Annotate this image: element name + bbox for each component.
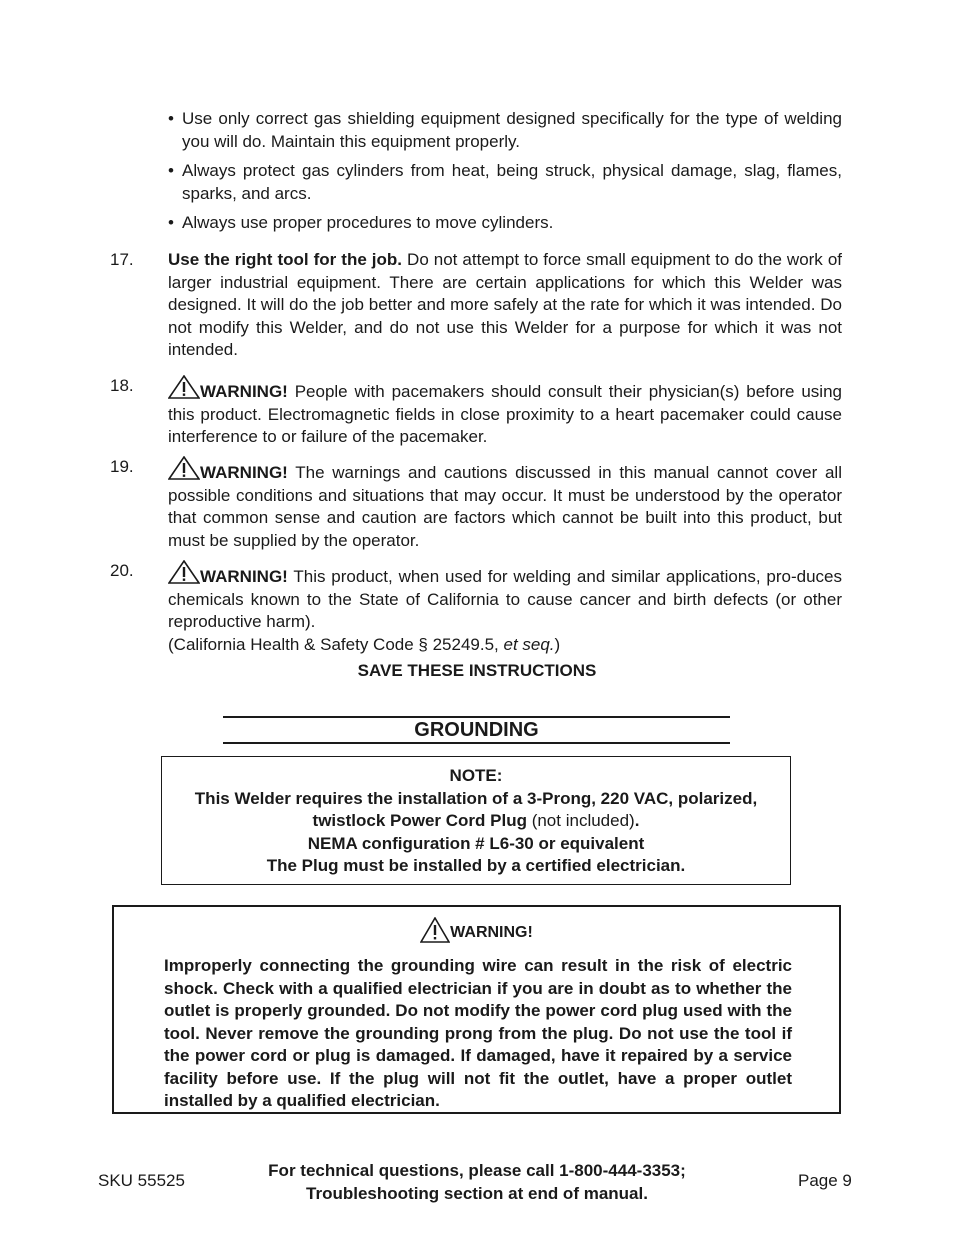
note-line-2-normal: (not included) [526, 811, 635, 830]
grounding-title: GROUNDING [414, 719, 539, 741]
note-box [161, 756, 791, 885]
note-line-2-end: . [634, 811, 640, 830]
grounding-heading-rules [223, 716, 730, 744]
warning-label: WARNING! [200, 463, 288, 482]
list-item-18 [110, 375, 842, 449]
code-italic: et seq. [503, 634, 555, 654]
item-text: The warnings and cautions discussed in this manual cannot cover all possible conditions and situations that may occur. It must be understood by the operator that common sense and caution are factors which cannot be built into this product, but must be supplied by the operator. [168, 463, 842, 550]
list-item-17 [110, 249, 842, 362]
bullet-text: Always use proper procedures to move cylinders. [182, 213, 554, 232]
bullet-dot: • [168, 161, 174, 180]
warning-triangle-icon [168, 456, 200, 480]
code-suffix: ) [554, 634, 561, 654]
warning-box-label: WARNING! [450, 924, 533, 941]
item-number: 17. [110, 250, 134, 269]
footer-contact-line-2: Troubleshooting section at end of manual. [306, 1183, 648, 1203]
item-heading: Use the right tool for the job. [168, 250, 403, 269]
footer-sku: SKU 55525 [98, 1171, 185, 1190]
warning-box [112, 905, 841, 1114]
bullet-dot: • [168, 213, 174, 232]
note-heading: NOTE: [449, 766, 503, 785]
save-instructions: SAVE THESE INSTRUCTIONS [357, 661, 597, 680]
list-item-20 [110, 560, 842, 656]
warning-label: WARNING! [200, 382, 288, 401]
note-line-4: The Plug must be installed by a certified electrician. [266, 856, 686, 875]
code-reference [168, 634, 842, 657]
item-body [168, 560, 842, 634]
note-line-2-bold: twistlock Power Cord Plug [312, 811, 527, 830]
item-number: 19. [110, 457, 134, 476]
warning-triangle-icon [420, 917, 450, 943]
bullet-item [168, 160, 842, 205]
bullet-text: Use only correct gas shielding equipment designed specifically for the type of welding you will do. Maintain this equipment properly. [182, 109, 842, 151]
bullet-item [168, 212, 842, 235]
list-item-19 [110, 456, 842, 552]
bullet-item [168, 108, 842, 153]
note-line-2 [162, 810, 790, 833]
item-text: Do not attempt to force small equipment to do the work of larger industrial equipment. There are certain applications for which this Welder was designed. It will do the job better and more safely at the rate for which it was intended. Do not modify this Welder, and do not use this Welder for a purpose for which it was not intended. [168, 250, 842, 359]
code-prefix: (California Health & Safety Code § 25249.5, [168, 634, 504, 654]
warning-box-heading [114, 917, 839, 945]
footer-contact-line-1: For technical questions, please call 1-800-444-3353; [268, 1161, 686, 1180]
item-text: People with pacemakers should consult their physician(s) before using this product. Electromagnetic fields in close proximity to a heart pacemaker could cause interference to or failure of the pacemaker. [168, 382, 842, 446]
warning-triangle-icon [168, 375, 200, 399]
bullet-dot: • [168, 109, 174, 128]
warning-triangle-icon [168, 560, 200, 584]
item-text: This product, when used for welding and similar applications, pro-duces chemicals known to the State of California to cause cancer and birth defects (or other reproductive harm). [168, 567, 842, 631]
note-line-1: This Welder requires the installation of a 3-Prong, 220 VAC, polarized, [194, 788, 758, 808]
item-number: 20. [110, 561, 134, 580]
item-number: 18. [110, 376, 134, 395]
item-body [168, 456, 842, 552]
item-body [168, 375, 842, 449]
warning-label: WARNING! [200, 567, 288, 586]
footer-page-number: Page 9 [798, 1171, 852, 1190]
warning-box-text: Improperly connecting the grounding wire can result in the risk of electric shock. Check with a qualified electrician if you are in doubt as to whether the outlet is properly grounded. Do not modify the power cord plug used with the tool. Never remove the grounding prong from the plug. Do not use the tool if the power cord or plug is damaged. If damaged, have it repaired by a service facility before use. If the plug will not fit the outlet, have a proper outlet installed by a qualified electrician. [164, 956, 792, 1110]
item-body [168, 249, 842, 362]
bullet-list [168, 108, 842, 242]
bullet-text: Always protect gas cylinders from heat, being struck, physical damage, slag, flames, sparks, and arcs. [182, 161, 842, 203]
note-line-3: NEMA configuration # L6-30 or equivalent [307, 833, 645, 853]
